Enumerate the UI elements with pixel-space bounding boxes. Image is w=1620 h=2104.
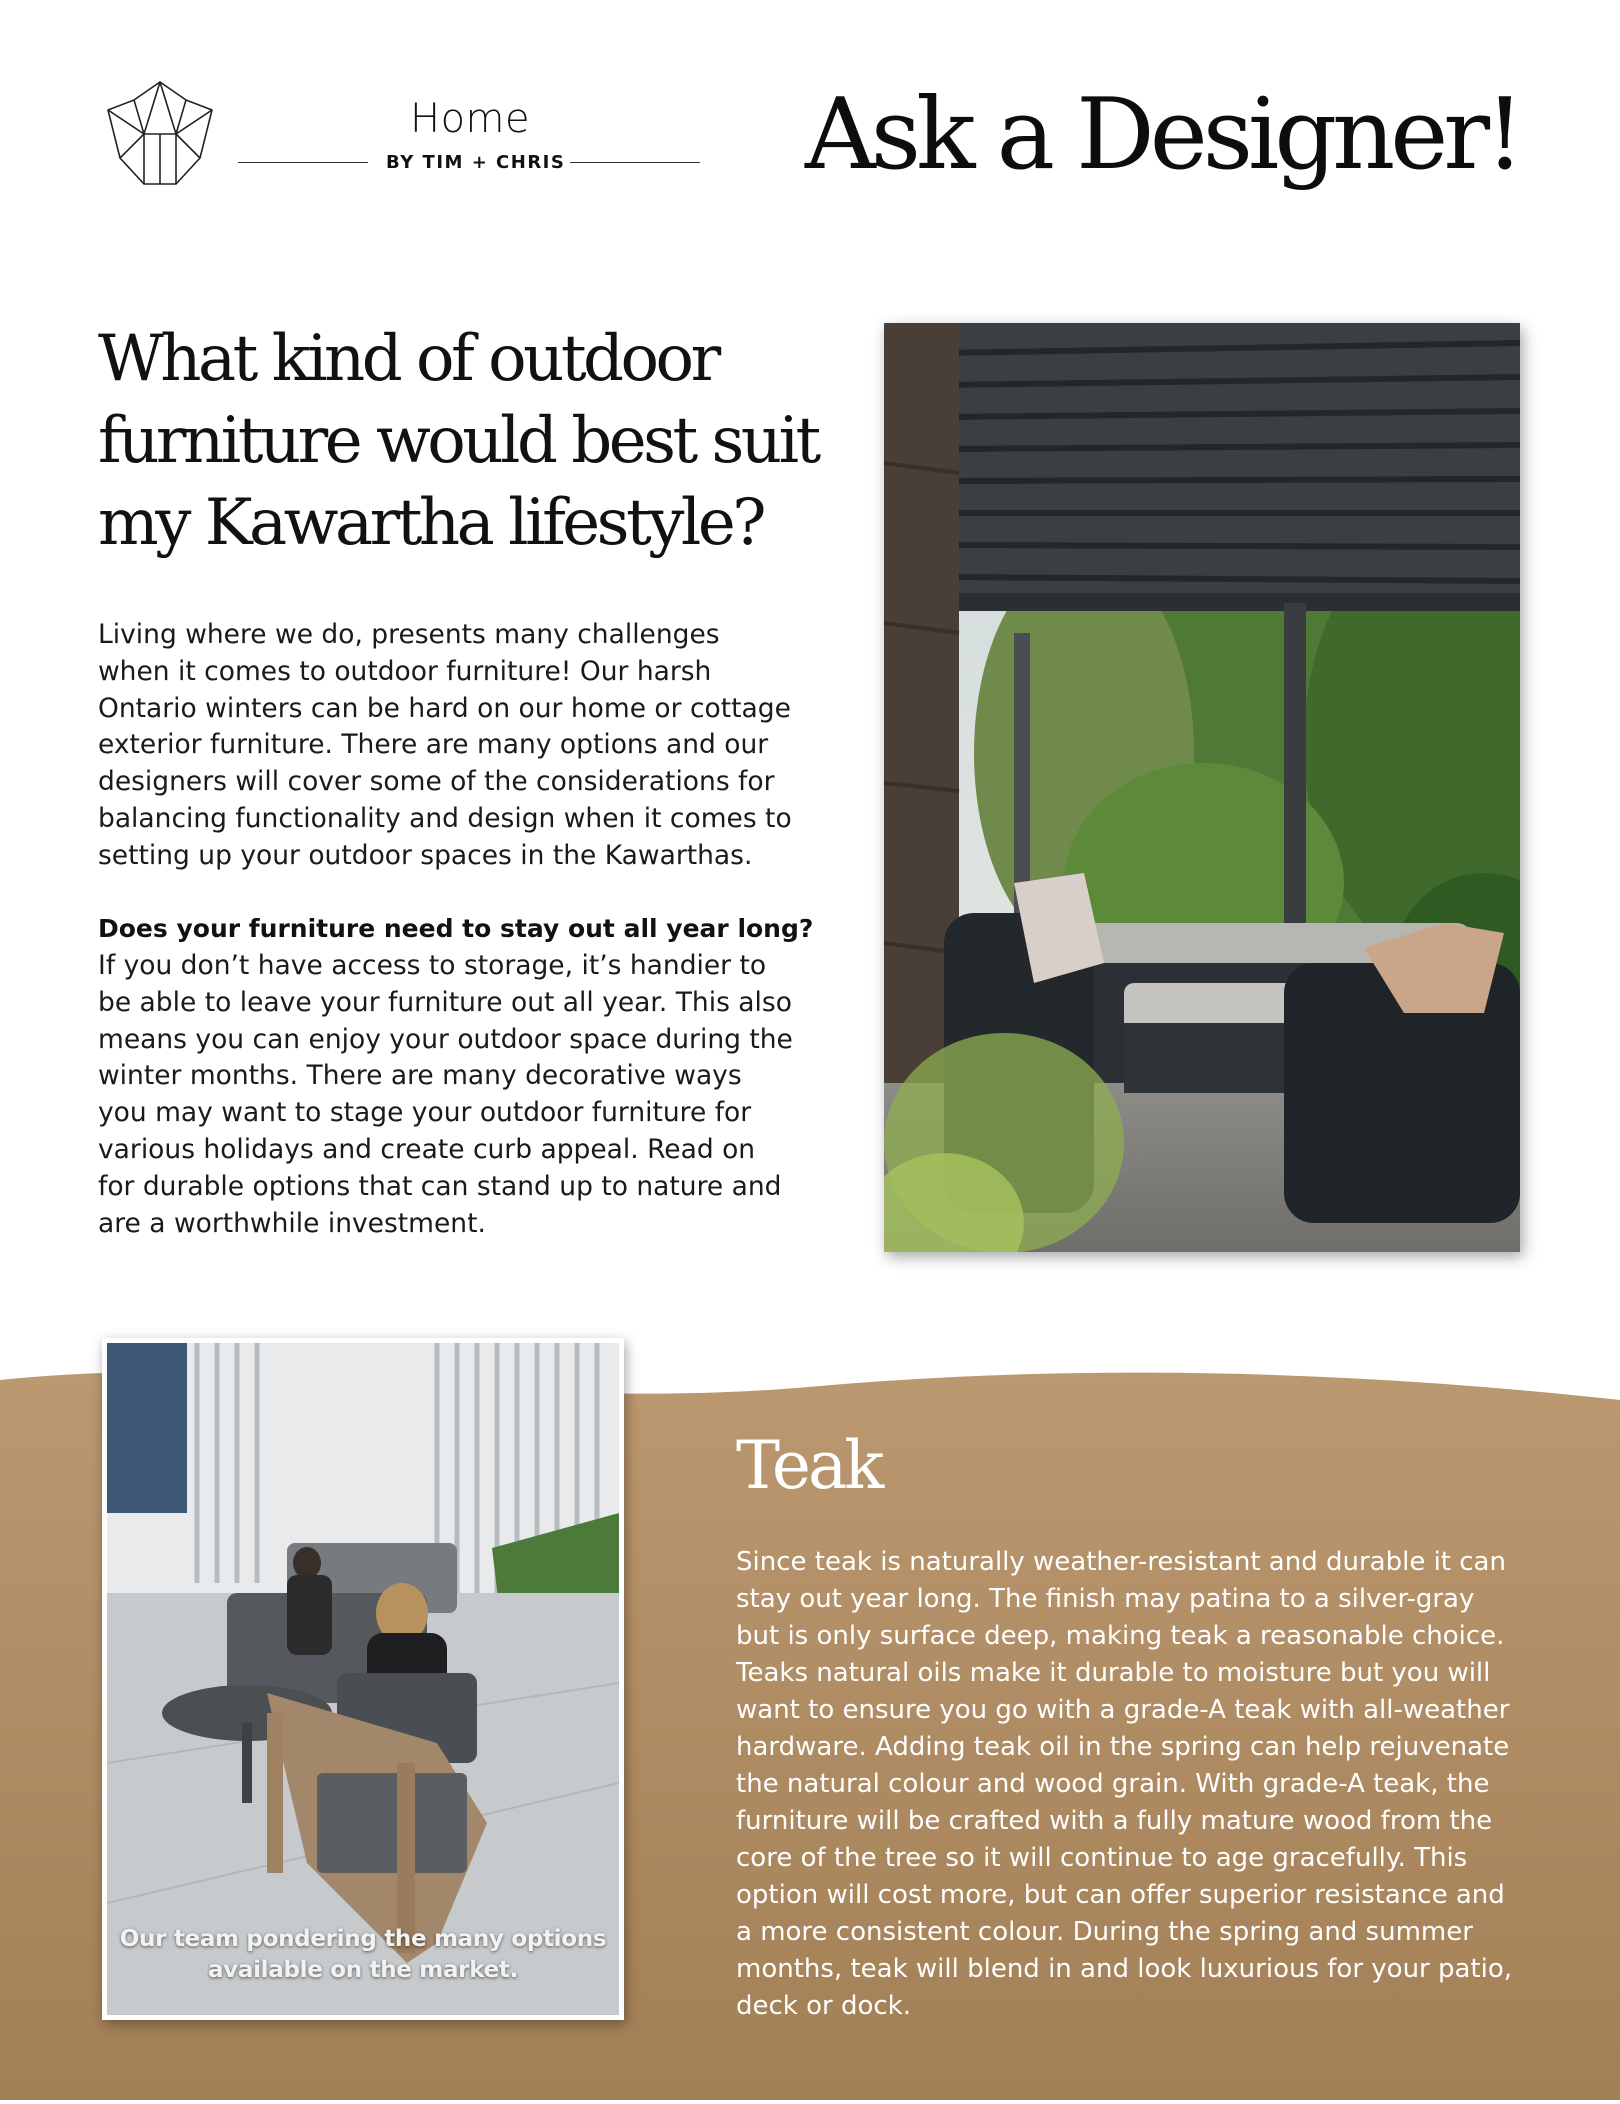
brand-divider-right bbox=[570, 162, 700, 163]
teak-section-title: Teak bbox=[736, 1427, 882, 1504]
brand-divider-left bbox=[238, 162, 368, 163]
question-paragraph: If you don’t have access to storage, it’s handier to be able to leave your furniture out all year. This also means you can enjoy your outdoor space during the winter months. There are many decorative ways you may want to stage your outdoor furniture for various holidays and create curb appeal. Read on for durable options that can stand up to nature and are a worthwhile investment. bbox=[98, 950, 793, 1239]
brand-name: Home bbox=[410, 96, 531, 142]
photo-caption bbox=[107, 1924, 619, 1986]
photo-caption-line-2: available on the market. bbox=[207, 1957, 519, 1983]
showroom-team-photo bbox=[107, 1343, 619, 2015]
crystal-logo-icon bbox=[104, 78, 216, 188]
question-heading: Does your furniture need to stay out all year long? bbox=[98, 914, 814, 943]
brand-byline: BY TIM + CHRIS bbox=[386, 152, 566, 173]
article-headline: What kind of outdoor furniture would best suit my Kawartha lifestyle? bbox=[98, 322, 818, 560]
teak-paragraph: Since teak is naturally weather-resistant and durable it can stay out year long. The finish may patina to a silver-gray but is only surface deep, making teak a reasonable choice. Teaks natural oils make it durable to moisture but you will want to ensure you go with a grade-A teak with all-weather hardware. Adding teak oil in the spring can help rejuvenate the natural colour and wood grain. With grade-A teak, the furniture will be crafted with a fully mature wood from the core of the tree so it will continue to age gracefully. This option will cost more, but can offer superior resistance and a more consistent colour. During the spring and summer months, teak will blend in and look luxurious for your patio, deck or dock. bbox=[736, 1547, 1513, 2021]
pergola-patio-photo bbox=[884, 323, 1520, 1252]
masthead-title: Ask a Designer! bbox=[805, 78, 1520, 192]
intro-paragraph: Living where we do, presents many challenges when it comes to outdoor furniture! Our harsh Ontario winters can be hard on our home or cottage exterior furniture. There are many options and our designers will cover some of the considerations for balancing functionality and design when it comes to setting up your outdoor spaces in the Kawarthas. bbox=[98, 619, 792, 871]
photo-caption-line-1: Our team pondering the many options bbox=[119, 1926, 607, 1952]
